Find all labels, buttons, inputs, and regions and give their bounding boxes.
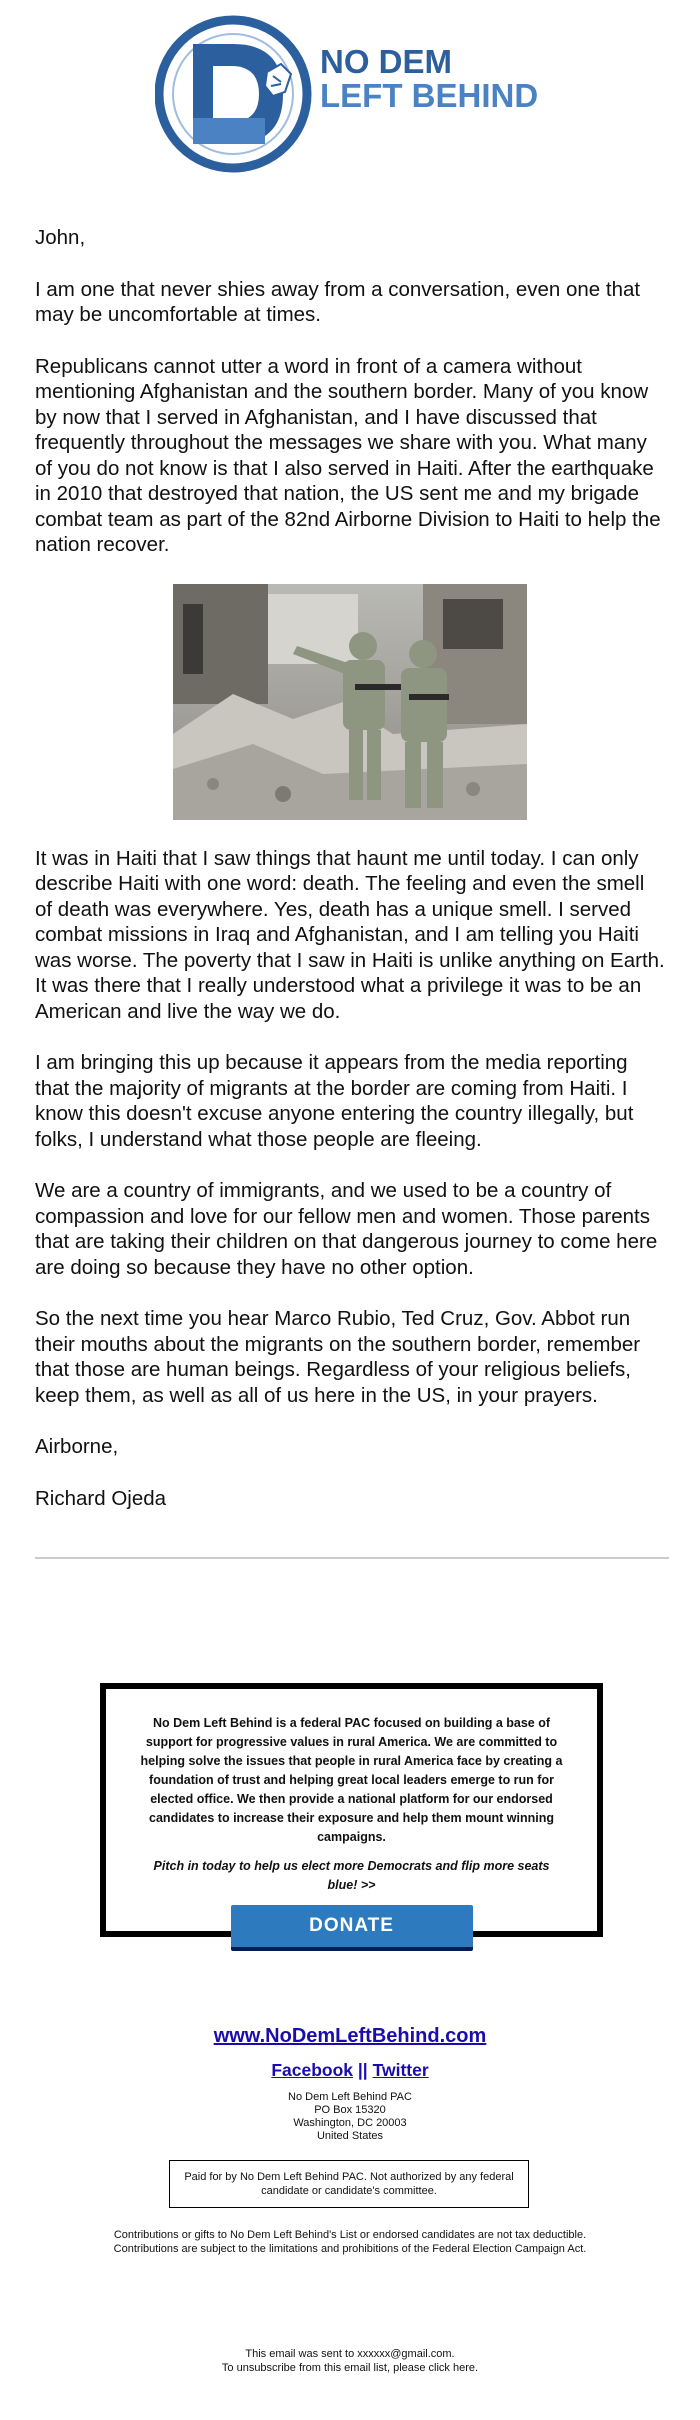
email-body — [35, 225, 665, 1537]
pac-info-box — [100, 1683, 603, 1937]
address-line: PO Box 15320 — [314, 2104, 386, 2116]
pitch-text: Pitch in today to help us elect more Democrats and flip more seats blue! >> — [153, 1859, 550, 1892]
donate-button[interactable]: DONATE — [231, 1905, 473, 1951]
signature: Richard Ojeda — [35, 1486, 167, 1510]
website-link[interactable]: www.NoDemLeftBehind.com — [213, 2025, 487, 2047]
logo-line-2: LEFT BEHIND — [320, 77, 539, 114]
website-link-row — [0, 2025, 700, 2048]
paid-for-box — [169, 2160, 529, 2208]
paid-for-text: Paid for by No Dem Left Behind PAC. Not authorized by any federal candidate or candidate's committee. — [184, 2171, 514, 2197]
paragraph-2: Republicans cannot utter a word in front of a camera without mentioning Afghanistan and the southern border. Many of you know by now that I served in Afghanistan, and I have discussed that frequently throughout the messages we share with you. What many of you do not know is that I also served in Haiti. After the earthquake in 2010 that destroyed that nation, the US sent me and my brigade combat team as part of the 82nd Airborne Division to Haiti to help the nation recover. — [35, 354, 661, 556]
mailing-address — [0, 2091, 700, 2143]
social-separator: || — [357, 2060, 368, 2080]
divider — [35, 1557, 669, 1559]
unsubscribe-notice — [0, 2347, 700, 2375]
disclaimer-line-2: Contributions are subject to the limitations and prohibitions of the Federal Election Campaign Act. — [113, 2243, 587, 2255]
address-line: United States — [316, 2130, 384, 2142]
address-line: Washington, DC 20003 — [293, 2117, 407, 2129]
contribution-disclaimer — [0, 2228, 700, 2256]
paragraph-1: I am one that never shies away from a conversation, even one that may be uncomfortable at times. — [35, 277, 641, 326]
paragraph-6: So the next time you hear Marco Rubio, Ted Cruz, Gov. Abbot run their mouths about the migrants on the southern border, remember that those are human beings. Regardless of your religious beliefs, keep them, as well as all of us here in the US, in your prayers. — [35, 1307, 641, 1407]
unsubscribe-link[interactable]: To unsubscribe from this email list, please click here. — [221, 2362, 479, 2374]
facebook-link[interactable]: Facebook — [271, 2060, 354, 2080]
paragraph-3: It was in Haiti that I saw things that haunt me until today. I can only describe Haiti with one word: death. The feeling and even the smell of death was everywhere. Yes, death has a unique smell. I served combat missions in Iraq and Afghanistan, and I am telling you Haiti was worse. The poverty that I saw in Haiti is unlike anything on Earth. It was there that I really understood what a privilege it was to be an American and live the way we do. — [35, 846, 665, 1023]
disclaimer-line-1: Contributions or gifts to No Dem Left Behind's List or endorsed candidates are not tax deductible. — [113, 2229, 587, 2241]
logo-wordmark — [320, 45, 538, 113]
paragraph-4: I am bringing this up because it appears from the media reporting that the majority of migrants at the border are coming from Haiti. I know this doesn't excuse anyone entering the country illegally, but folks, I understand what those people are fleeing. — [35, 1051, 634, 1151]
paragraph-5: We are a country of immigrants, and we used to be a country of compassion and love for our fellow men and women. Those parents that are taking their children on that dangerous journey to come here are doing so because they have no other option. — [35, 1179, 658, 1279]
sent-to-text: This email was sent to xxxxxx@gmail.com. — [245, 2348, 455, 2360]
pac-description: No Dem Left Behind is a federal PAC focused on building a base of support for progressive values in rural America. We are committed to helping solve the issues that people in rural America face by creating a foundation of trust and helping great local leaders emerge to run for elected office. We then provide a national platform for our endorsed candidates to increase their exposure and help them mount winning campaigns. — [140, 1716, 563, 1844]
social-links — [0, 2060, 700, 2081]
soldiers-in-haiti-photo — [173, 584, 527, 820]
sign-off: Airborne, — [35, 1435, 119, 1458]
greeting: John, — [35, 226, 86, 249]
address-line: No Dem Left Behind PAC — [288, 2091, 412, 2103]
logo-line-1: NO DEM — [320, 43, 452, 80]
twitter-link[interactable]: Twitter — [372, 2060, 429, 2080]
